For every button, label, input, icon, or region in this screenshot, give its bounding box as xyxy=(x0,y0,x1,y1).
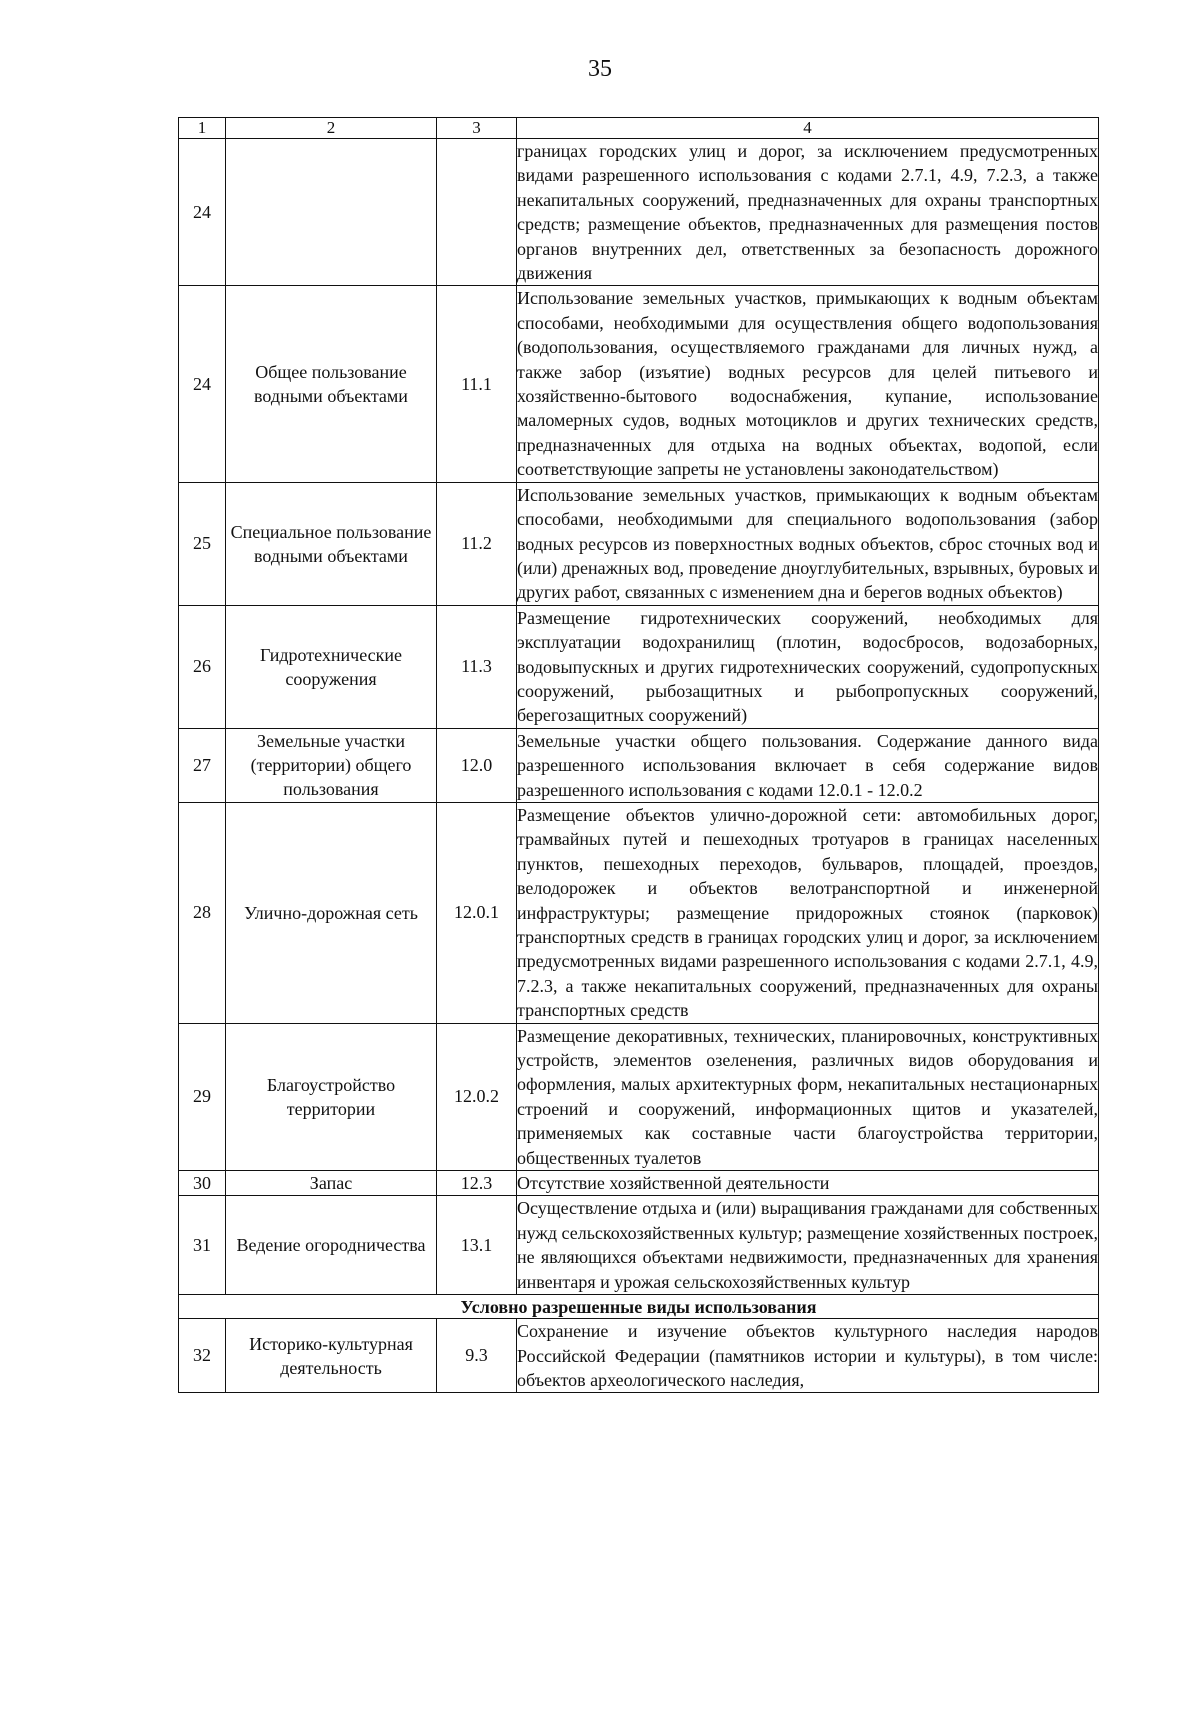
row-code: 12.3 xyxy=(437,1171,517,1196)
page-number: 35 xyxy=(588,56,612,82)
row-description: Размещение гидротехнических сооружений, необходимых для эксплуатации водохранилищ (плотин, водосбросов, водозаборных, водовыпускных и других гидротехнических сооружений, судопропускных сооружений, рыбозащитных и рыбопропускных сооружений, берегозащитных сооружений) xyxy=(517,605,1099,728)
table-header-row xyxy=(179,118,1099,139)
row-name: Улично-дорожная сеть xyxy=(226,802,437,1023)
row-code: 13.1 xyxy=(437,1196,517,1295)
row-description: Использование земельных участков, примыкающих к водным объектам способами, необходимыми для осуществления общего водопользования (водопользования, осуществляемого гражданами для личных нужд, а также забор (изъятие) водных ресурсов для целей питьевого и хозяйственно-бытового водоснабжения, купание, использование маломерных судов, водных мотоциклов и других технических средств, предназначенных для отдыха на водных объектах, водопой, если соответствующие запреты не установлены законодательством) xyxy=(517,286,1099,482)
row-name: Благоустройство территории xyxy=(226,1023,437,1170)
row-number: 24 xyxy=(179,286,226,482)
row-name: Ведение огородничества xyxy=(226,1196,437,1295)
row-name: Общее пользование водными объектами xyxy=(226,286,437,482)
row-number: 28 xyxy=(179,802,226,1023)
table-row xyxy=(179,482,1099,605)
header-col-2: 2 xyxy=(226,118,437,139)
row-description: Сохранение и изучение объектов культурного наследия народов Российской Федерации (памятников истории и культуры), в том числе: объектов археологического наследия, xyxy=(517,1319,1099,1393)
row-number: 24 xyxy=(179,139,226,286)
row-name xyxy=(226,139,437,286)
row-code: 12.0 xyxy=(437,728,517,802)
row-code: 11.2 xyxy=(437,482,517,605)
table-row xyxy=(179,1319,1099,1393)
row-code: 12.0.2 xyxy=(437,1023,517,1170)
row-name: Гидротехнические сооружения xyxy=(226,605,437,728)
row-number: 29 xyxy=(179,1023,226,1170)
table-row xyxy=(179,605,1099,728)
row-name: Запас xyxy=(226,1171,437,1196)
row-number: 27 xyxy=(179,728,226,802)
header-col-4: 4 xyxy=(517,118,1099,139)
row-code: 12.0.1 xyxy=(437,802,517,1023)
row-number: 26 xyxy=(179,605,226,728)
header-col-1: 1 xyxy=(179,118,226,139)
row-code: 11.3 xyxy=(437,605,517,728)
header-col-3: 3 xyxy=(437,118,517,139)
row-name: Земельные участки (территории) общего пользования xyxy=(226,728,437,802)
row-description: Использование земельных участков, примыкающих к водным объектам способами, необходимыми для специального водопользования (забор водных ресурсов из поверхностных водных объектов, сброс сточных вод и (или) дренажных вод, проведение дноуглубительных, взрывных, буровых и других работ, связанных с изменением дна и берегов водных объектов) xyxy=(517,482,1099,605)
table-row-continuation xyxy=(179,139,1099,286)
table-row xyxy=(179,1023,1099,1170)
table-row xyxy=(179,1171,1099,1196)
row-description: Земельные участки общего пользования. Содержание данного вида разрешенного использования включает в себя содержание видов разрешенного использования с кодами 12.0.1 - 12.0.2 xyxy=(517,728,1099,802)
section-title: Условно разрешенные виды использования xyxy=(179,1295,1099,1319)
row-description: границах городских улиц и дорог, за исключением предусмотренных видами разрешенного использования с кодами 2.7.1, 4.9, 7.2.3, а также некапитальных сооружений, предназначенных для охраны транспортных средств; размещение объектов, предназначенных для размещения постов органов внутренних дел, ответственных за безопасность дорожного движения xyxy=(517,139,1099,286)
row-name: Специальное пользование водными объектами xyxy=(226,482,437,605)
table-row xyxy=(179,286,1099,482)
row-name: Историко-культурная деятельность xyxy=(226,1319,437,1393)
row-number: 32 xyxy=(179,1319,226,1393)
table-row xyxy=(179,1196,1099,1295)
row-code: 9.3 xyxy=(437,1319,517,1393)
row-description: Размещение декоративных, технических, планировочных, конструктивных устройств, элементов озеленения, различных видов оборудования и оформления, малых архитектурных форм, некапитальных нестационарных строений и сооружений, информационных щитов и указателей, применяемых как составные части благоустройства территории, общественных туалетов xyxy=(517,1023,1099,1170)
row-number: 31 xyxy=(179,1196,226,1295)
table-row xyxy=(179,728,1099,802)
row-description: Размещение объектов улично-дорожной сети: автомобильных дорог, трамвайных путей и пешеходных тротуаров в границах населенных пунктов, пешеходных переходов, бульваров, площадей, проездов, велодорожек и объектов велотранспортной и инженерной инфраструктуры; размещение придорожных стоянок (парковок) транспортных средств в границах городских улиц и дорог, за исключением предусмотренных видами разрешенного использования с кодами 2.7.1, 4.9, 7.2.3, а также некапитальных сооружений, предназначенных для охраны транспортных средств xyxy=(517,802,1099,1023)
row-code xyxy=(437,139,517,286)
row-description: Отсутствие хозяйственной деятельности xyxy=(517,1171,1099,1196)
row-number: 30 xyxy=(179,1171,226,1196)
section-header-row xyxy=(179,1295,1099,1319)
table-row xyxy=(179,802,1099,1023)
land-use-table xyxy=(178,117,1099,1393)
row-number: 25 xyxy=(179,482,226,605)
row-code: 11.1 xyxy=(437,286,517,482)
row-description: Осуществление отдыха и (или) выращивания гражданами для собственных нужд сельскохозяйственных культур; размещение хозяйственных построек, не являющихся объектами недвижимости, предназначенных для хранения инвентаря и урожая сельскохозяйственных культур xyxy=(517,1196,1099,1295)
